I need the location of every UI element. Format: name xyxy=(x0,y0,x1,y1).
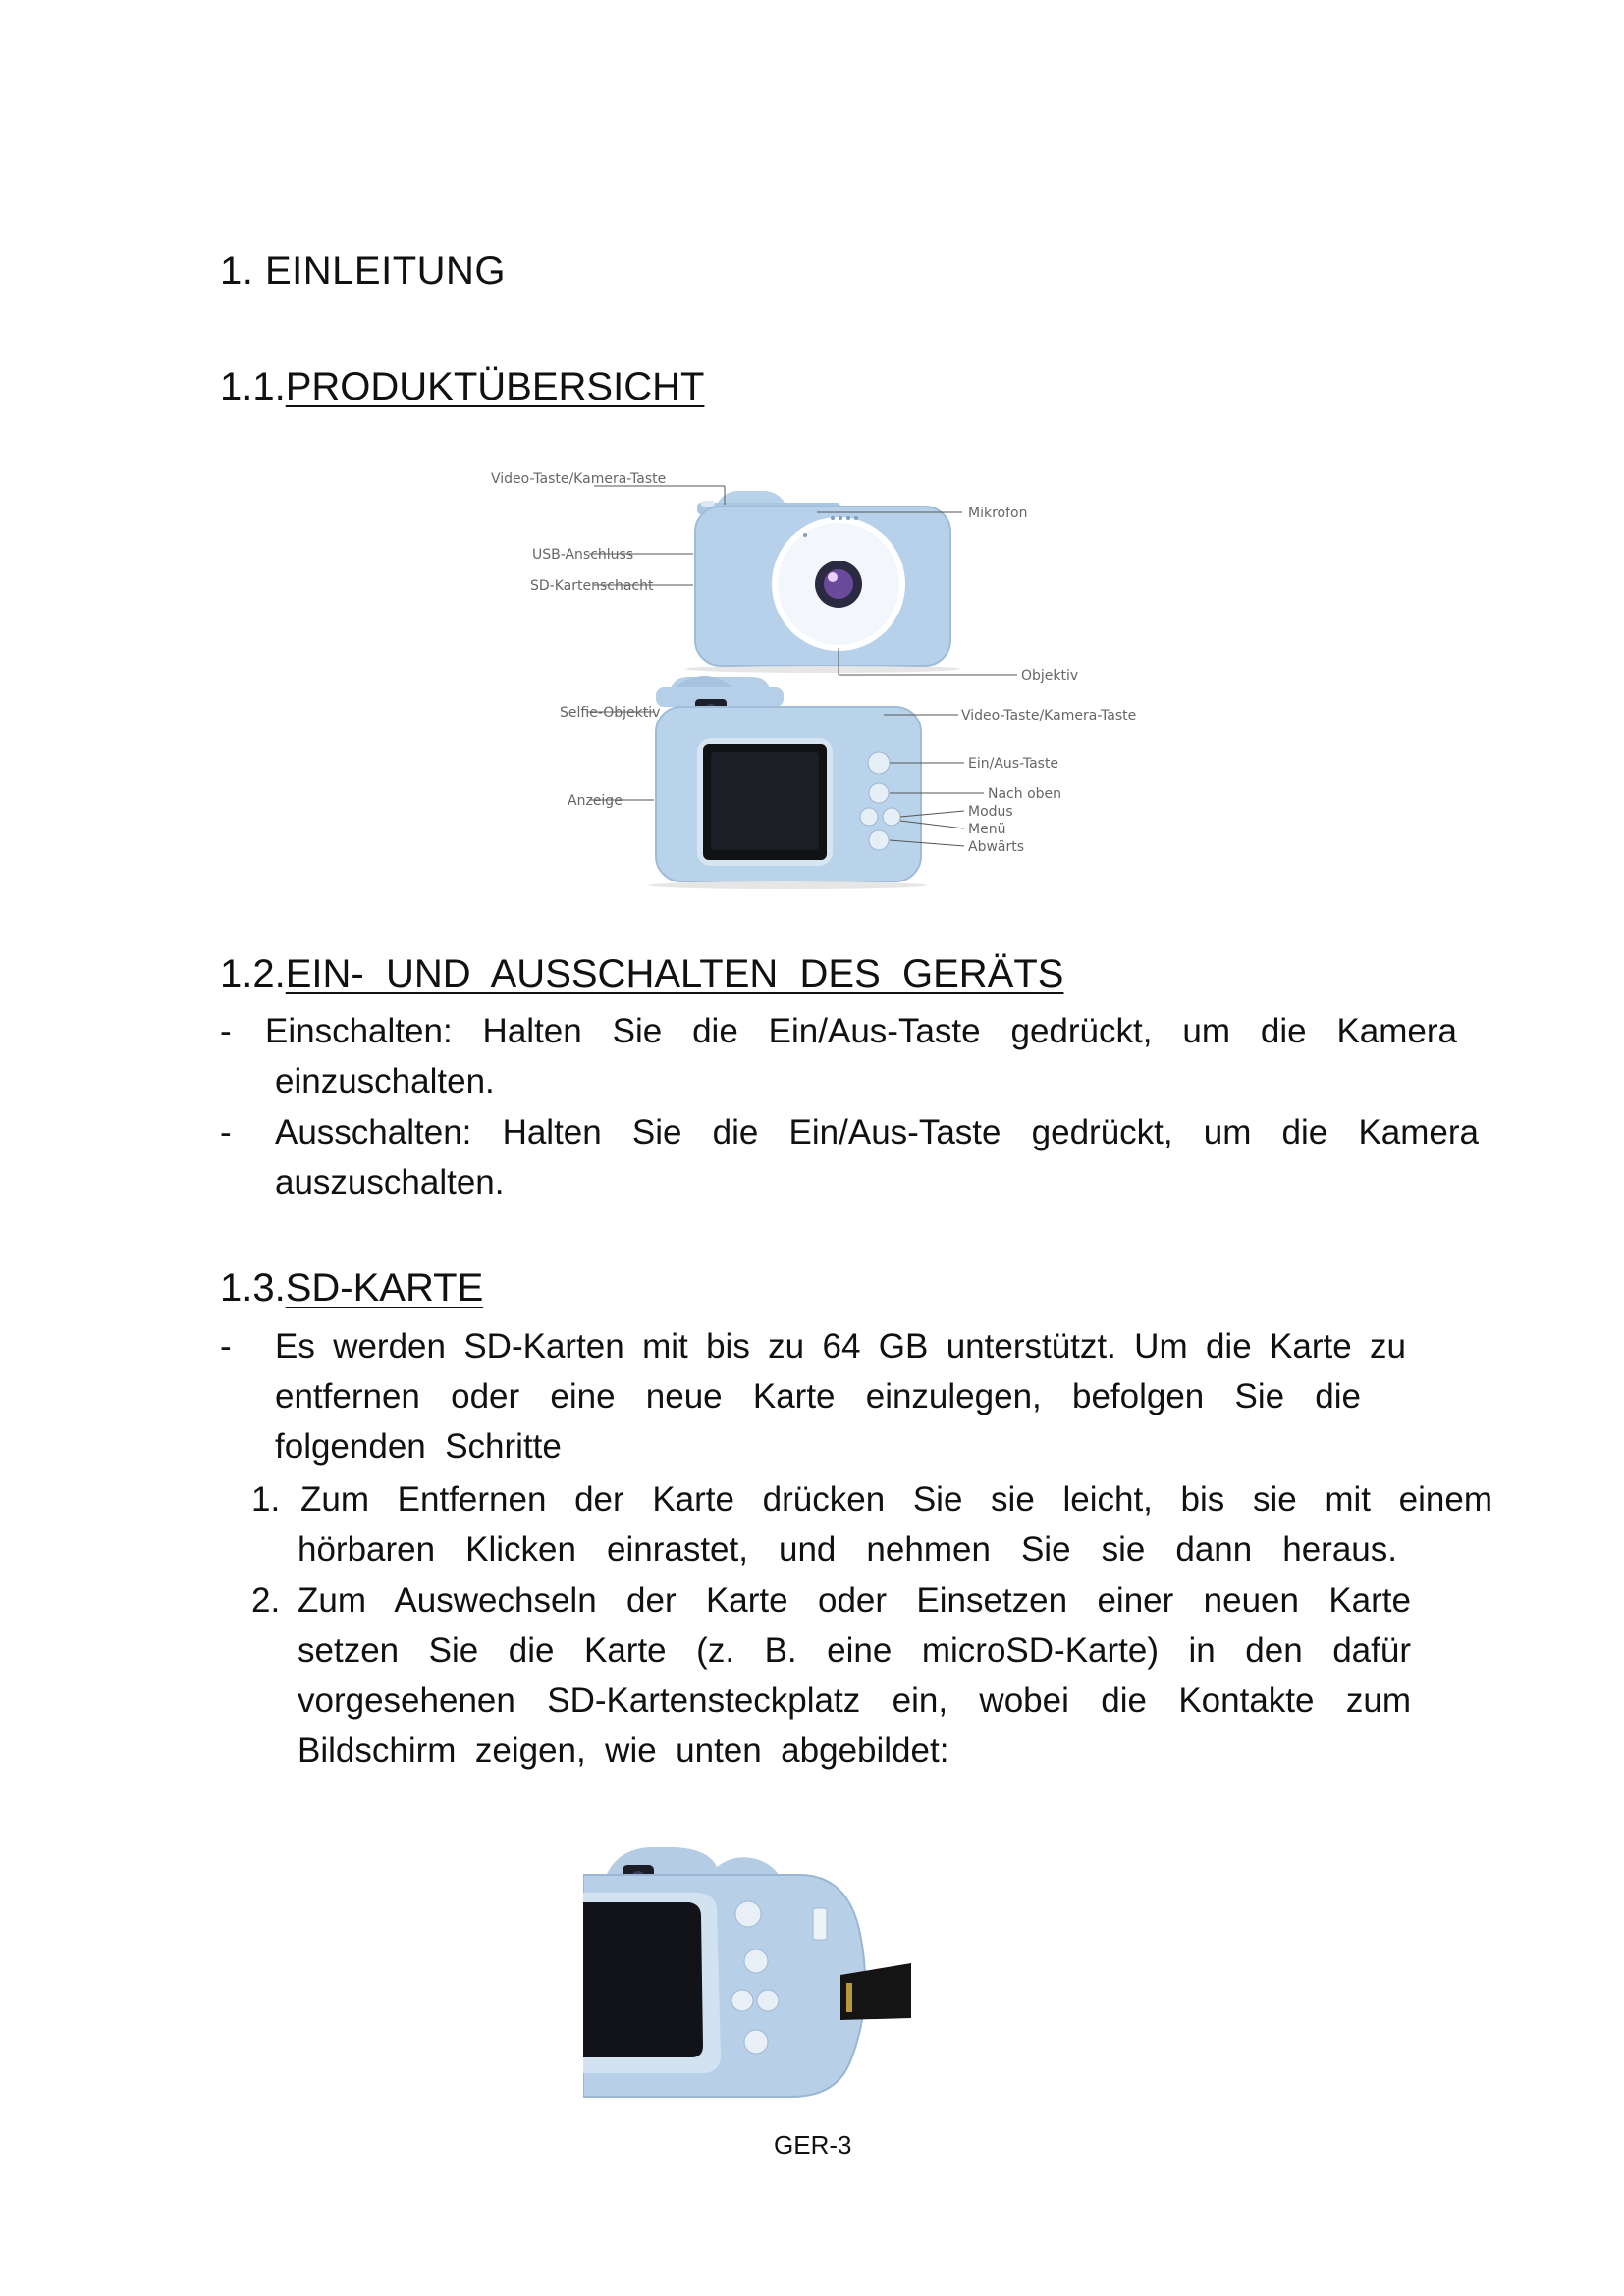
bullet-dash: - xyxy=(220,1327,232,1365)
section-number: 1.3. xyxy=(220,1266,286,1309)
label-power: Ein/Aus-Taste xyxy=(968,756,1059,772)
section-number: 1.2. xyxy=(220,952,286,995)
section-heading-power xyxy=(220,952,1063,996)
step-number: 2. xyxy=(251,1581,281,1620)
camera-back-image xyxy=(648,676,927,889)
product-overview-diagram xyxy=(471,461,1178,903)
label-up: Nach oben xyxy=(988,786,1062,802)
bullet-dash: - xyxy=(220,1113,232,1151)
page-number: GER-3 xyxy=(774,2130,852,2160)
label-selfie: Selfie-Objektiv xyxy=(560,705,661,721)
section-number: 1.1. xyxy=(220,365,286,408)
label-usb: USB-Anschluss xyxy=(532,547,634,562)
camera-front-image xyxy=(685,491,960,673)
step1-text-cont: hörbaren Klicken einrastet, und nehmen Sie sie dann heraus. xyxy=(298,1530,1397,1569)
label-menu: Menü xyxy=(968,822,1006,837)
sd-card-insertion-image xyxy=(583,1845,917,2115)
bullet-dash: - xyxy=(220,1012,232,1050)
step2-text: Bildschirm zeigen, wie unten abgebildet: xyxy=(298,1732,949,1770)
section-heading-overview xyxy=(220,365,704,409)
sd-paragraph-line: Es werden SD-Karten mit bis zu 64 GB unterstützt. Um die Karte zu xyxy=(275,1327,1406,1365)
label-video-top: Video-Taste/Kamera-Taste xyxy=(491,471,667,487)
section-title: PRODUKTÜBERSICHT xyxy=(285,365,705,408)
section-heading-sd xyxy=(220,1266,483,1310)
step1-text: Zum Entfernen der Karte drücken Sie sie leicht, bis sie mit einem xyxy=(300,1480,1492,1519)
step2-text: Zum Auswechseln der Karte oder Einsetzen einer neuen Karte xyxy=(298,1581,1411,1620)
power-on-text: Einschalten: Halten Sie die Ein/Aus-Taste gedrückt, um die Kamera xyxy=(265,1012,1457,1050)
label-video-back: Video-Taste/Kamera-Taste xyxy=(961,708,1137,723)
sd-paragraph-line: folgenden Schritte xyxy=(275,1427,562,1466)
power-on-text-cont: einzuschalten. xyxy=(275,1062,495,1100)
label-modus: Modus xyxy=(968,804,1013,820)
section-title: SD-KARTE xyxy=(285,1266,484,1309)
step2-text: vorgesehenen SD-Kartensteckplatz ein, wobei die Kontakte zum xyxy=(298,1682,1411,1720)
step-number: 1. xyxy=(251,1480,281,1519)
power-off-text-cont: auszuschalten. xyxy=(275,1163,505,1201)
section-title: EIN- UND AUSSCHALTEN DES GERÄTS xyxy=(285,952,1064,995)
section-heading-intro: 1. EINLEITUNG xyxy=(220,249,507,293)
label-down: Abwärts xyxy=(968,839,1025,855)
label-mikrofon: Mikrofon xyxy=(968,506,1028,521)
power-off-text: Ausschalten: Halten Sie die Ein/Aus-Taste gedrückt, um die Kamera xyxy=(275,1113,1479,1151)
sd-paragraph-line: entfernen oder eine neue Karte einzulegen, befolgen Sie die xyxy=(275,1377,1361,1415)
step2-text: setzen Sie die Karte (z. B. eine microSD-Karte) in den dafür xyxy=(298,1631,1411,1670)
label-objektiv: Objektiv xyxy=(1021,668,1079,684)
label-sd-slot: SD-Kartenschacht xyxy=(530,578,654,594)
label-anzeige: Anzeige xyxy=(568,793,623,809)
